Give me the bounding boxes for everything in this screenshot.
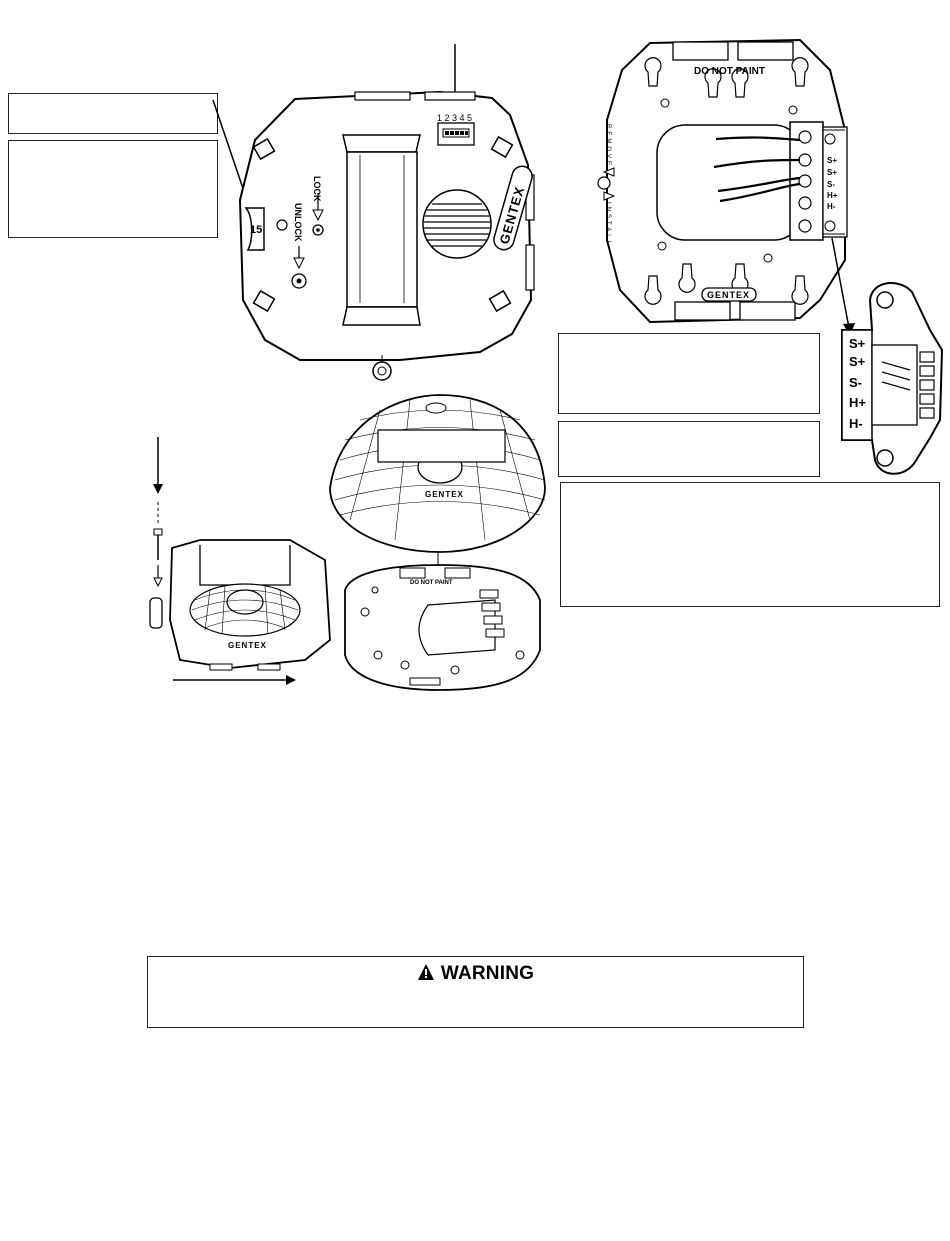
- terminal-label: S+: [827, 168, 838, 177]
- install-label: INSTALL: [605, 202, 611, 247]
- remove-label: REMOVE: [605, 124, 611, 169]
- terminal-label: S-: [827, 180, 835, 189]
- do-not-paint-label: DO NOT PAINT: [694, 66, 765, 77]
- unlock-label: UNLOCK: [293, 203, 303, 242]
- do-not-paint-label-exploded: DO NOT PAINT: [410, 580, 453, 586]
- brand-logo-back: GENTEX: [707, 290, 751, 300]
- warning-heading: [148, 963, 803, 985]
- brand-logo-front: GENTEX: [496, 184, 528, 246]
- connector-terminal-label: S-: [849, 375, 862, 390]
- knob-value: 15: [250, 224, 263, 236]
- terminal-label: S+: [827, 156, 838, 165]
- brand-logo-dome: GENTEX: [425, 490, 464, 499]
- brand-logo-body: GENTEX: [228, 641, 267, 650]
- connector-terminal-label: H+: [849, 395, 866, 410]
- terminal-label: H+: [827, 191, 838, 200]
- warning-triangle-icon: [417, 963, 435, 981]
- warning-box: [147, 956, 804, 1028]
- warning-title: WARNING: [440, 963, 535, 984]
- lock-label: LOCK: [312, 176, 322, 202]
- terminal-label: H-: [827, 202, 836, 211]
- dip-switch-numbers: 1 2 3 4 5: [437, 113, 473, 123]
- connector-terminal-label: S+: [849, 354, 866, 369]
- connector-terminal-label: H-: [849, 416, 863, 431]
- connector-terminal-label: S+: [849, 336, 866, 351]
